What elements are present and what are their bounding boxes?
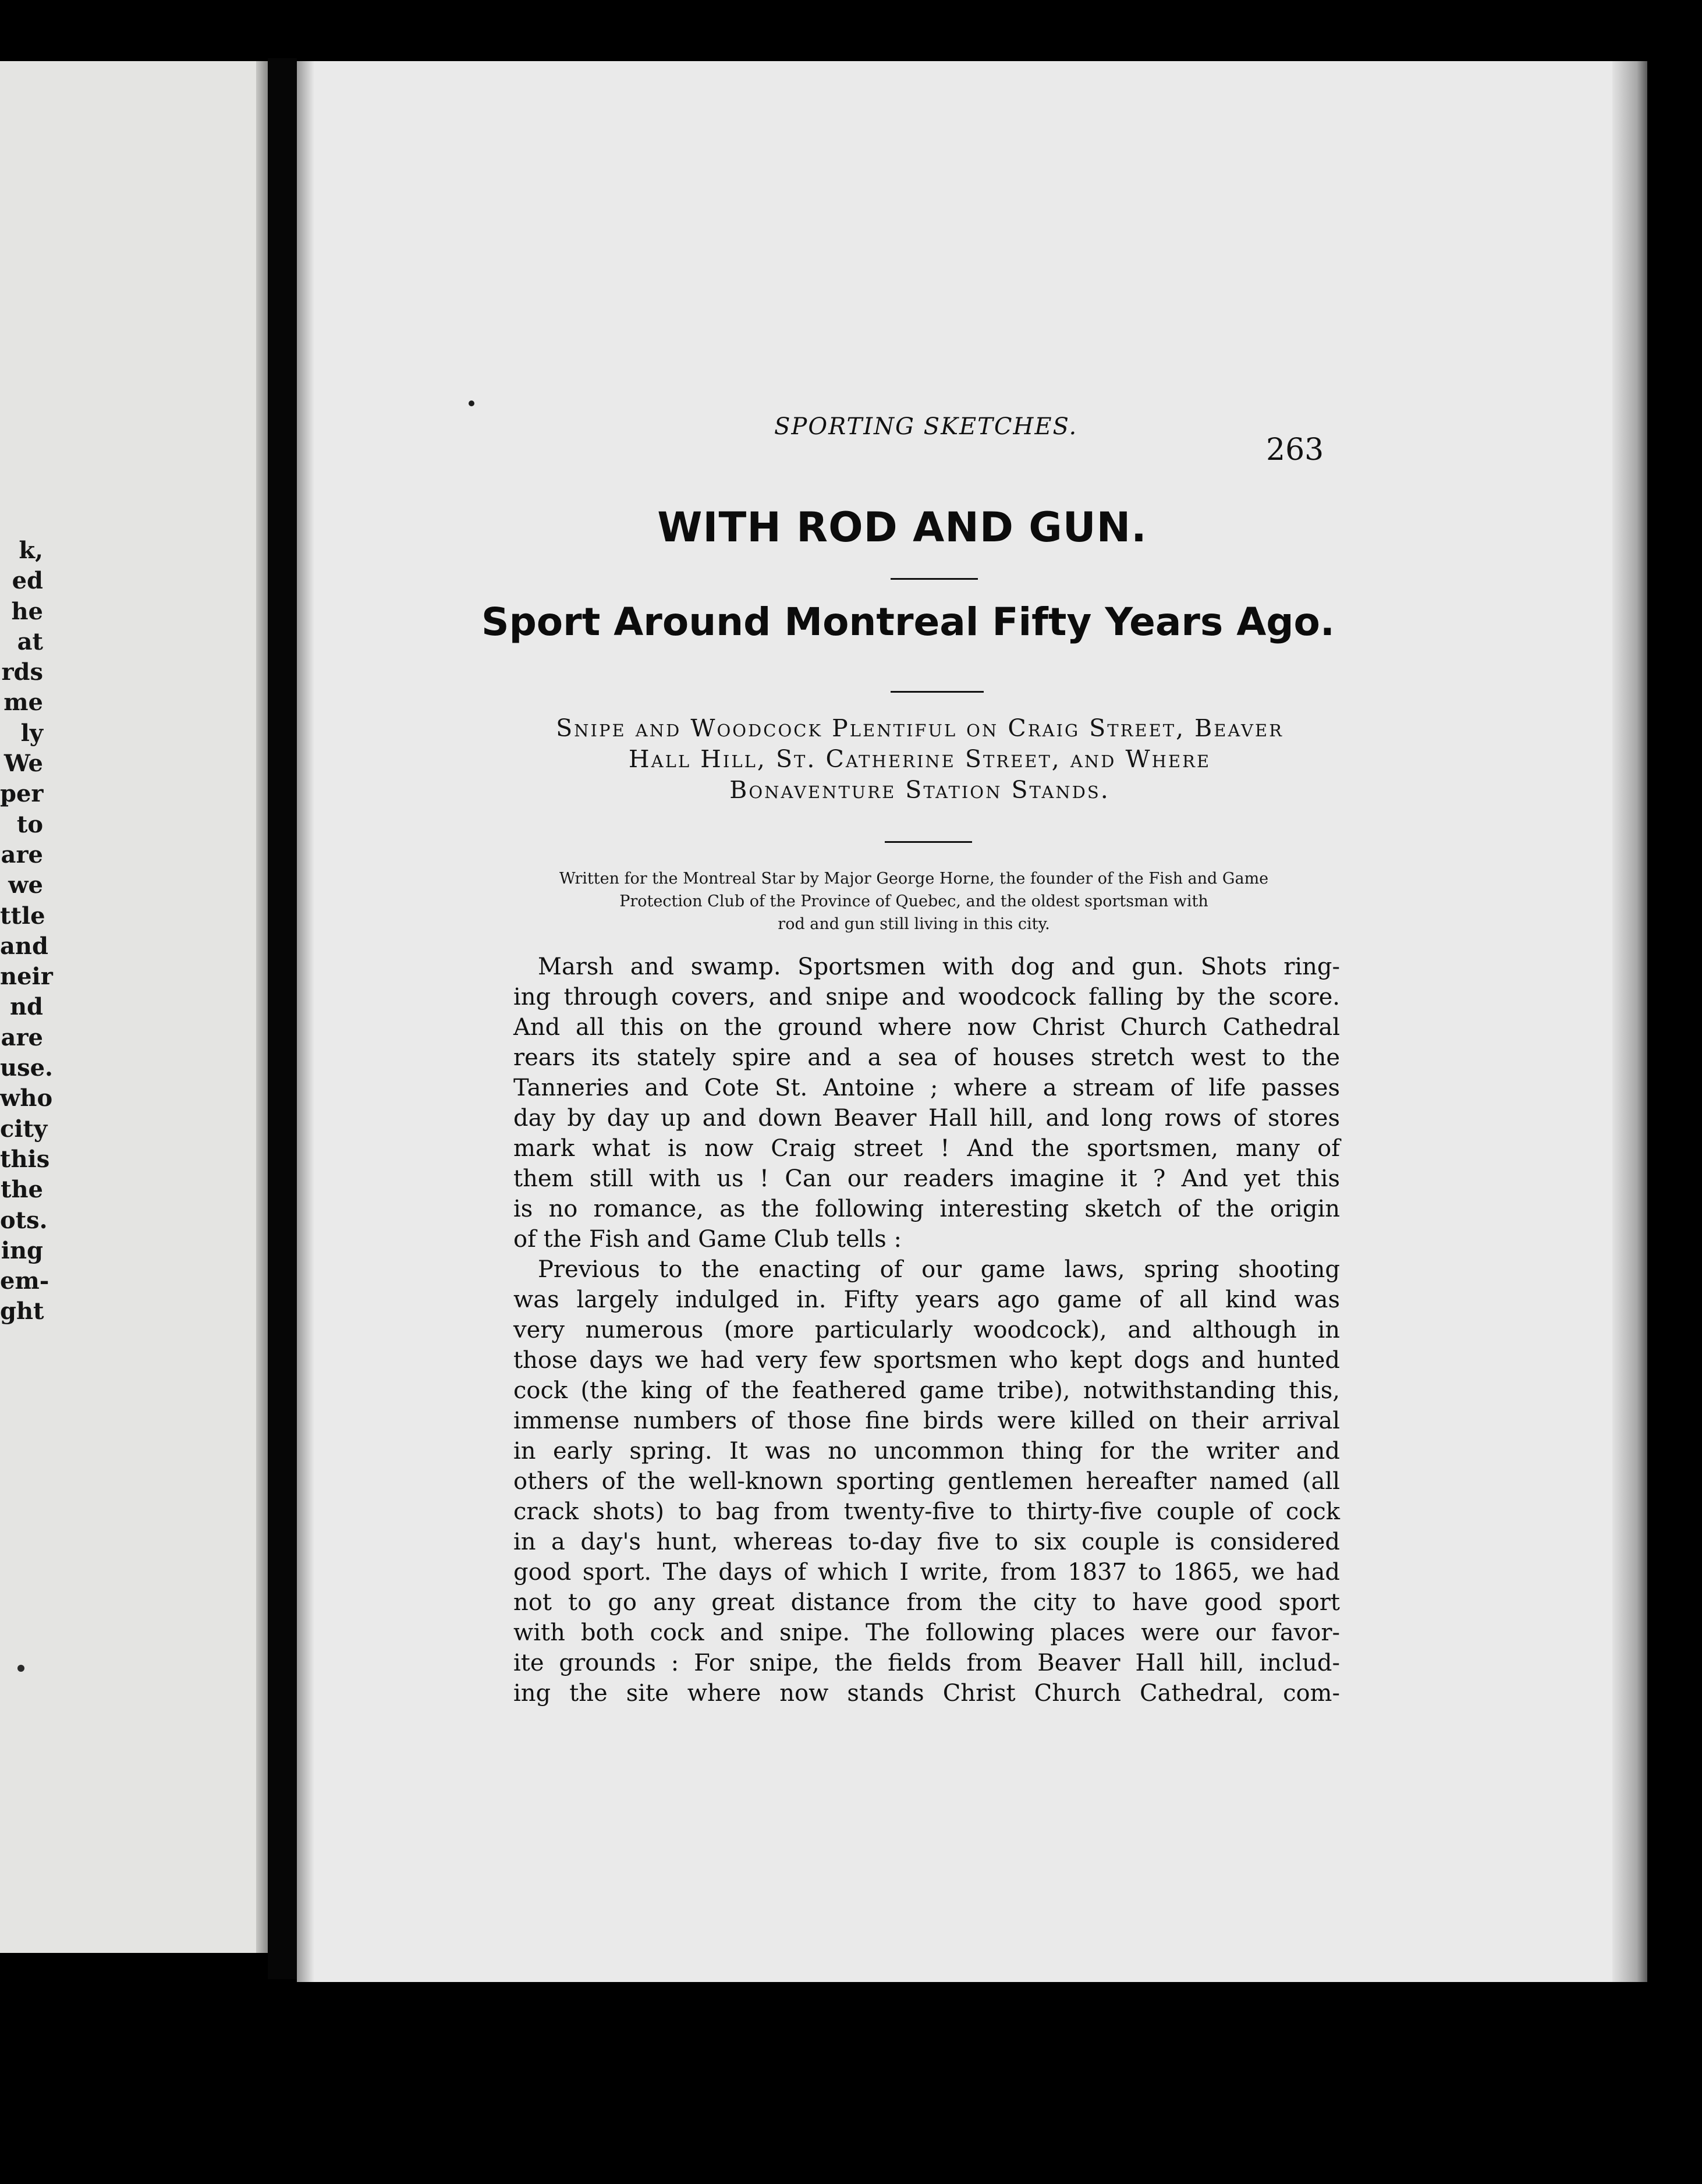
body-line: not to go any great distance from the city to have good sport bbox=[513, 1589, 1340, 1616]
body-line: is no romance, as the following interesting sketch of the origin bbox=[513, 1196, 1340, 1222]
body-line: Tanneries and Cote St. Antoine ; where a stream of life passes bbox=[513, 1075, 1340, 1101]
body-line: them still with us ! Can our readers imagine it ? And yet this bbox=[513, 1165, 1340, 1192]
left-page-line-fragment: the bbox=[0, 1176, 43, 1204]
byline-line: rod and gun still living in this city. bbox=[778, 915, 1050, 933]
left-page-line-fragment: ots. bbox=[0, 1206, 48, 1234]
body-line: very numerous (more particularly woodcock), and although in bbox=[513, 1317, 1340, 1343]
deck-line: Snipe and Woodcock Plentiful on Craig Street, Beaver bbox=[556, 714, 1283, 742]
body-line: Previous to the enacting of our game laws, spring shooting bbox=[538, 1256, 1340, 1283]
deck-line: Hall Hill, St. Catherine Street, and Where bbox=[628, 745, 1211, 773]
left-page-line-fragment: city bbox=[0, 1115, 48, 1143]
left-page-line-fragment: me bbox=[3, 689, 43, 717]
running-head: SPORTING SKETCHES. bbox=[774, 413, 1078, 440]
left-page-line-fragment: use. bbox=[0, 1054, 53, 1082]
body-line: good sport. The days of which I write, from 1837 to 1865, we had bbox=[513, 1559, 1340, 1586]
left-page-line-fragment: We bbox=[3, 750, 43, 778]
left-page-line-fragment: ttle bbox=[0, 902, 45, 930]
body-line: ing the site where now stands Christ Church Cathedral, com- bbox=[513, 1680, 1340, 1707]
article-body bbox=[513, 952, 1340, 1708]
left-page-line-fragment: at bbox=[17, 627, 43, 655]
body-line: others of the well-known sporting gentlemen hereafter named (all bbox=[513, 1468, 1340, 1495]
left-page-line-fragment: to bbox=[16, 810, 43, 838]
body-line: in early spring. It was no uncommon thing for the writer and bbox=[513, 1438, 1340, 1465]
left-page-line-fragment: ed bbox=[12, 567, 43, 595]
left-page-line-fragment: ing bbox=[1, 1236, 43, 1264]
left-page-line-fragment: em- bbox=[0, 1267, 49, 1295]
page-number: 263 bbox=[1266, 432, 1324, 467]
left-page-line-fragment: rds bbox=[1, 658, 43, 686]
left-page-line-fragment: nd bbox=[9, 993, 43, 1021]
body-line: rears its stately spire and a sea of houses stretch west to the bbox=[513, 1044, 1340, 1071]
ink-speck bbox=[469, 400, 474, 406]
right-page bbox=[297, 61, 1647, 1982]
deck-rule bbox=[885, 841, 972, 843]
byline-line: Written for the Montreal Star by Major George Horne, the founder of the Fish and Game bbox=[559, 870, 1269, 888]
body-line: crack shots) to bag from twenty-five to thirty-five couple of cock bbox=[513, 1498, 1340, 1525]
body-line: mark what is now Craig street ! And the sportsmen, many of bbox=[513, 1135, 1340, 1162]
subtitle-rule bbox=[891, 691, 984, 693]
book-gutter bbox=[268, 58, 297, 1979]
page-edge-right bbox=[1612, 61, 1647, 1982]
body-line: those days we had very few sportsmen who kept dogs and hunted bbox=[513, 1347, 1340, 1374]
left-page-line-fragment: per bbox=[0, 780, 44, 808]
body-line: Marsh and swamp. Sportsmen with dog and gun. Shots ring- bbox=[538, 953, 1340, 980]
left-page-line-fragment: we bbox=[8, 871, 43, 899]
left-page-line-fragment: this bbox=[0, 1145, 50, 1173]
left-page-line-fragment: k, bbox=[19, 537, 43, 564]
left-page-edge bbox=[256, 61, 268, 1953]
left-page-line-fragment: are bbox=[1, 841, 43, 868]
left-page-fragment bbox=[0, 61, 268, 1953]
deck-line: Bonaventure Station Stands. bbox=[729, 776, 1110, 804]
byline-line: Protection Club of the Province of Quebec, and the oldest sportsman with bbox=[619, 892, 1208, 910]
body-line: of the Fish and Game Club tells : bbox=[513, 1226, 902, 1253]
left-page-line-fragment: are bbox=[1, 1023, 43, 1051]
body-line: ing through covers, and snipe and woodcock falling by the score. bbox=[513, 984, 1340, 1011]
title-rule bbox=[891, 578, 978, 580]
body-line: ite grounds : For snipe, the fields from Beaver Hall hill, includ- bbox=[513, 1650, 1340, 1676]
body-line: And all this on the ground where now Christ Church Cathedral bbox=[513, 1014, 1340, 1041]
left-page-text-column bbox=[0, 536, 53, 1327]
left-page-line-fragment: ght bbox=[0, 1297, 44, 1325]
left-page-line-fragment: and bbox=[0, 932, 48, 960]
left-page-line-fragment: ly bbox=[20, 719, 43, 747]
body-line: cock (the king of the feathered game tribe), notwithstanding this, bbox=[513, 1377, 1340, 1404]
article-byline bbox=[512, 867, 1315, 935]
body-line: day by day up and down Beaver Hall hill, and long rows of stores bbox=[513, 1105, 1340, 1132]
page-shadow-left bbox=[297, 61, 314, 1982]
article-title: WITH ROD AND GUN. bbox=[657, 504, 1147, 551]
body-line: immense numbers of those fine birds were killed on their arrival bbox=[513, 1407, 1340, 1434]
body-line: with both cock and snipe. The following places were our favor- bbox=[513, 1619, 1340, 1646]
article-subtitle: Sport Around Montreal Fifty Years Ago. bbox=[481, 600, 1335, 644]
article-deck bbox=[466, 713, 1374, 806]
left-page-line-fragment: who bbox=[0, 1084, 53, 1112]
ink-speck bbox=[17, 1665, 24, 1672]
body-line: in a day's hunt, whereas to-day five to six couple is considered bbox=[513, 1529, 1340, 1555]
left-page-line-fragment: neir bbox=[0, 963, 53, 991]
body-line: was largely indulged in. Fifty years ago game of all kind was bbox=[513, 1286, 1340, 1313]
left-page-line-fragment: he bbox=[11, 597, 43, 625]
